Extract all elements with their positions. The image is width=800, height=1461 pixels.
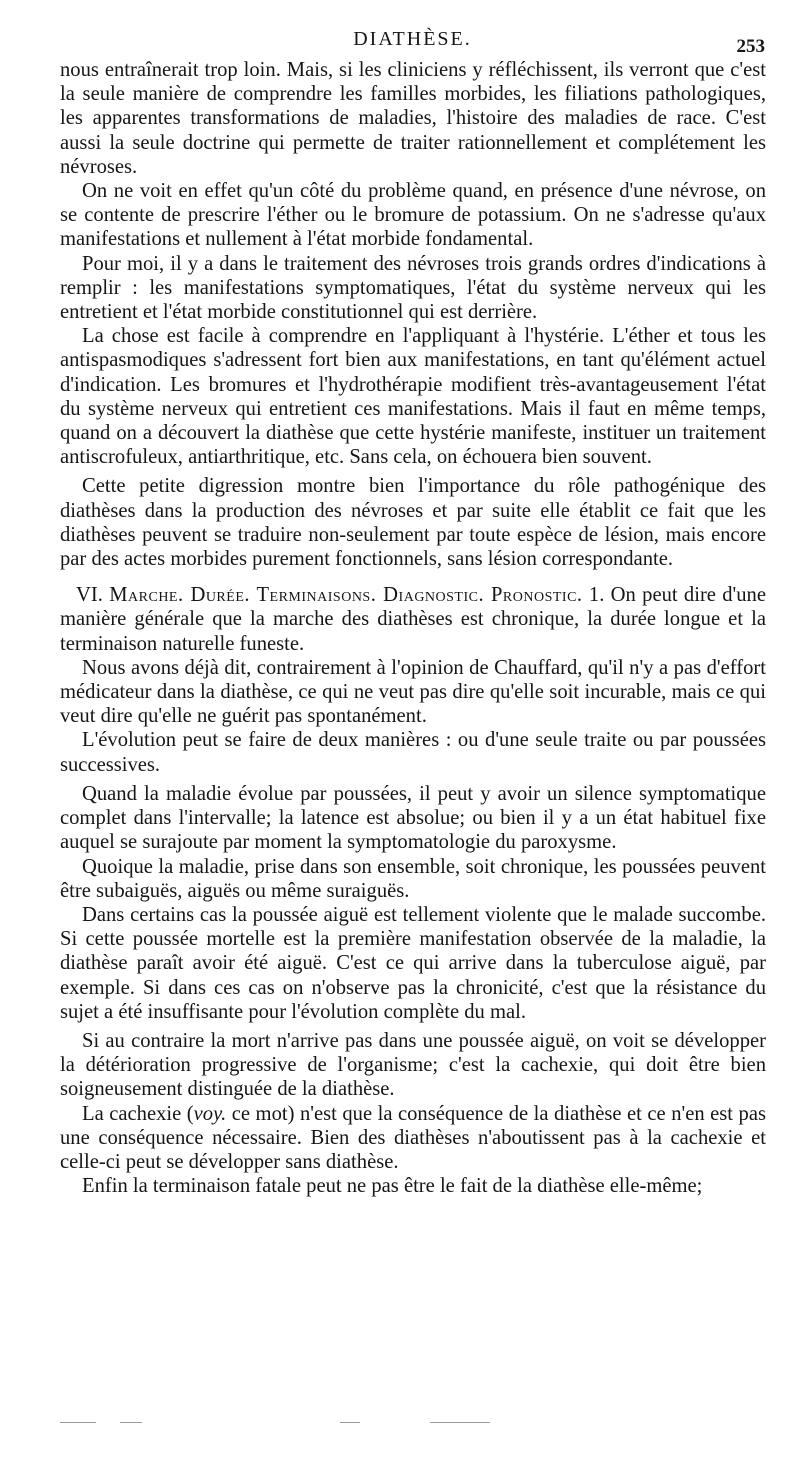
cachexie-voy: voy. [193, 1102, 227, 1125]
paragraph-indications: Pour moi, il y a dans le traitement des névroses trois grands ordres d'indications à remplir : les manifestations symptomatiques, l'état du système nerveux qui les entretient et l'état morbide constitutionnel qui est derrière. [60, 252, 766, 324]
section-number: 1. [588, 584, 605, 607]
cachexie-before: La cachexie ( [82, 1102, 194, 1125]
section-text: On peut dire d'une manière générale que la marche des diathèses est chronique, la durée longue et la terminaison naturelle funeste. [60, 584, 766, 655]
paragraph-hysterie: La chose est facile à comprendre en l'appliquant à l'hystérie. L'éther et tous les antispasmodiques s'adressent fort bien aux manifestations, en tant qu'élément actuel d'indication. Les bromures et l'hydrothérapie modifient très-avantageusement l'état du système nerveux qui entretient ces manifestations. Mais il faut en même temps, quand on a découvert la diathèse que cette hystérie manifeste, instituer un traitement antiscrofuleux, antiarthritique, etc. Sans cela, on échouera bien souvent. [60, 325, 766, 469]
section-terms: Marche. Durée. Terminaisons. Diagnostic. Pronostic. [109, 584, 583, 607]
paragraph-cachexie [60, 1102, 766, 1175]
paragraph-nevrose: On ne voit en effet qu'un côté du problème quand, en présence d'une névrose, on se contente de prescrire l'éther ou le bromure de potassium. On ne s'adresse qu'aux manifestations et nullement à l'état morbide fondamental. [60, 180, 766, 251]
paragraph-evolution: L'évolution peut se faire de deux manières : ou d'une seule traite ou par poussées successives. [60, 729, 766, 776]
paragraph-cachexie-development: Si au contraire la mort n'arrive pas dans une poussée aiguë, on voit se développer la détérioration progressive de l'organisme; c'est la cachexie, qui doit être bien soigneusement distinguée de la diathèse. [60, 1029, 766, 1101]
paragraph-final: Enfin la terminaison fatale peut ne pas être le fait de la diathèse elle-même; [82, 1175, 703, 1198]
footer-print-marks [60, 1418, 760, 1430]
section-prefix: VI. [76, 584, 103, 607]
paragraph-poussee-aigue: Dans certains cas la poussée aiguë est tellement violente que le malade succombe. Si cette poussée mortelle est la première manifestation observée de la maladie, la diathèse paraît avoir été aiguë. C'est ce qui arrive dans la tuberculose aiguë, par exemple. Si dans ces cas on n'observe pas la chronicité, c'est que la résistance du sujet a été insuffisante pour l'évolution complète du mal. [60, 903, 766, 1023]
section-heading [60, 583, 766, 656]
paragraph-digression: Cette petite digression montre bien l'importance du rôle pathogénique des diathèses dans la production des névroses et par suite elle établit ce fait que les diathèses peuvent se traduire non-seulement par toute espèce de lésion, mais encore par des actes morbides purement fonctionnels, sans lésion correspondante. [60, 475, 766, 571]
page-number: 253 [736, 36, 765, 57]
running-title: DIATHÈSE. [353, 28, 472, 50]
text-body [60, 58, 766, 1198]
paragraph-chronique: Quoique la maladie, prise dans son ensemble, soit chronique, les poussées peuvent être subaiguës, aiguës ou même suraiguës. [60, 855, 766, 902]
paragraph-chauffard: Nous avons déjà dit, contrairement à l'opinion de Chauffard, qu'il n'y a pas d'effort médicateur dans la diathèse, ce qui ne veut pas dire qu'elle soit incurable, mais ce qui veut dire qu'elle ne guérit pas spontanément. [60, 656, 766, 728]
running-head [60, 22, 765, 57]
cachexie-after: ce mot) n'est que la conséquence de la diathèse et ce n'en est pas une conséquence nécessaire. Bien des diathèses n'aboutissent pas à la cachexie et celle-ci peut se développer sans diathèse. [60, 1102, 766, 1173]
paragraph-continuation: nous entraînerait trop loin. Mais, si les cliniciens y réfléchissent, ils verront que c'est la seule manière de comprendre les familles morbides, les filiations pathologiques, les apparentes transformations de maladies, l'histoire des maladies de race. C'est aussi la seule doctrine qui permette de traiter rationnellement et complétement les névroses. [60, 59, 766, 178]
paragraph-poussees: Quand la maladie évolue par poussées, il peut y avoir un silence symptomatique complet dans l'intervalle; la latence est absolue; ou bien il y a un état habituel fixe auquel se surajoute par moment la symptomatologie du paroxysme. [60, 782, 766, 854]
